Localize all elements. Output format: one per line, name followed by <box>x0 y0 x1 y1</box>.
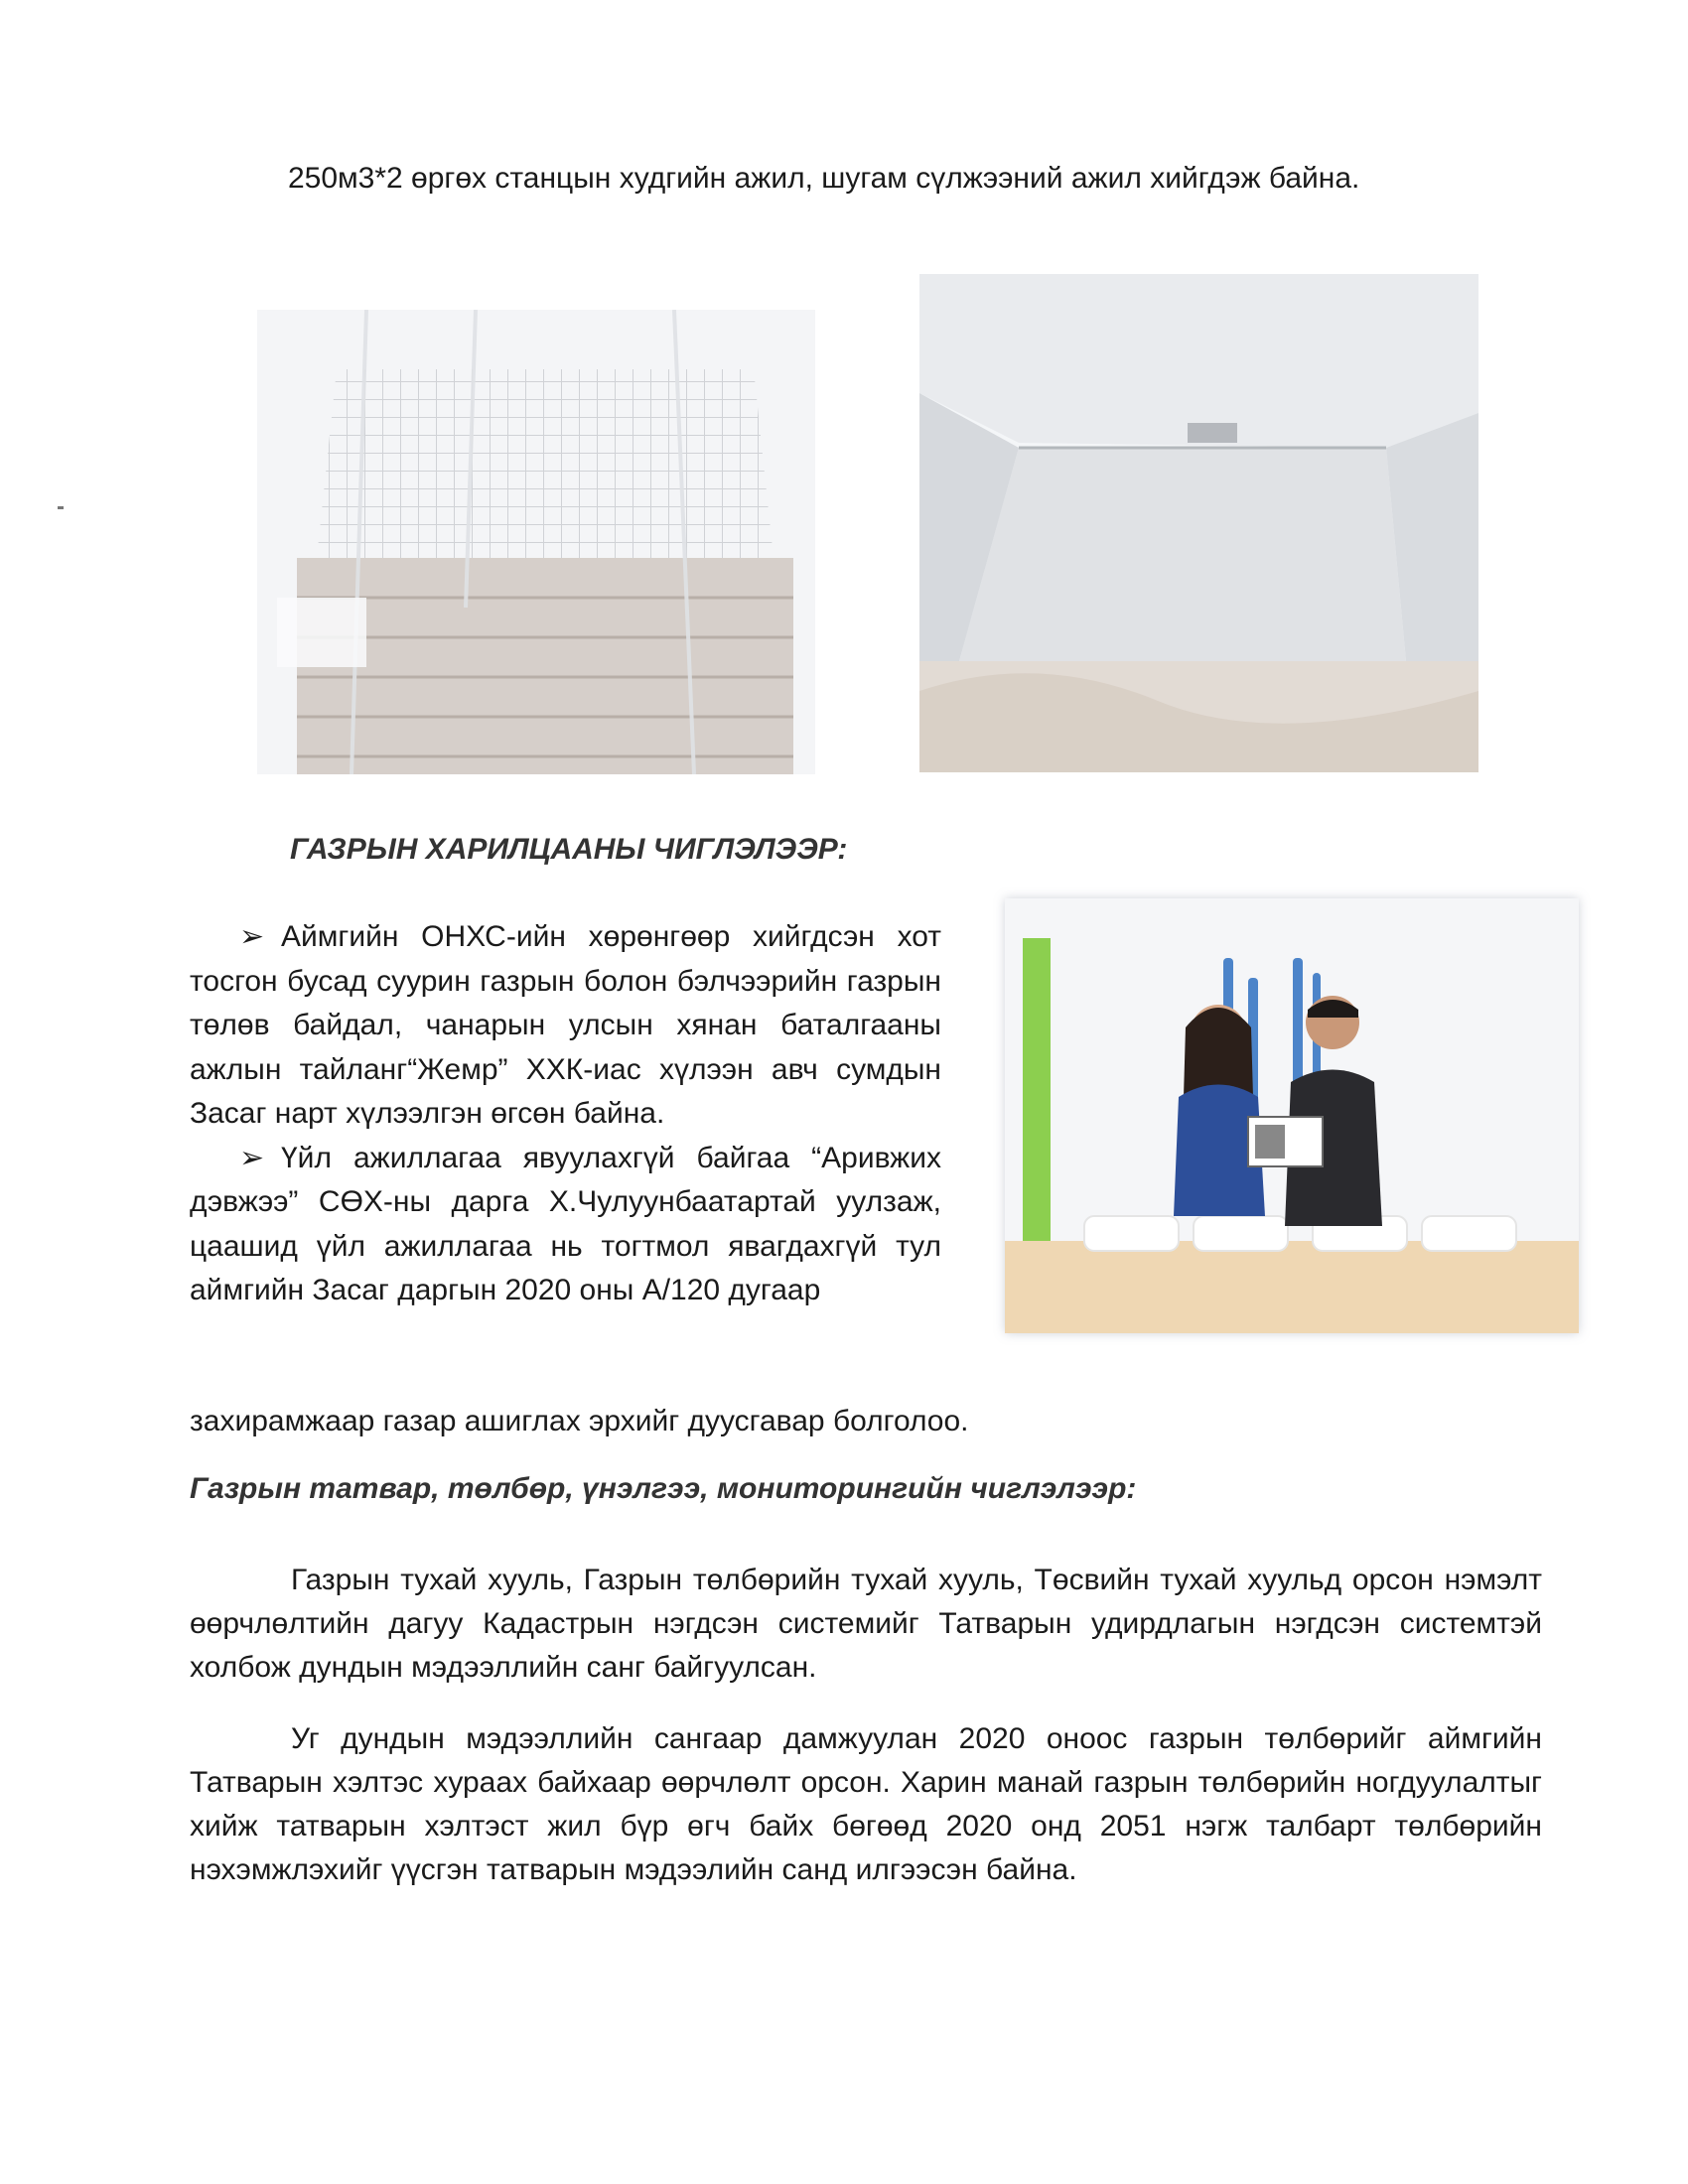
land-relations-text <box>190 915 941 1313</box>
meeting-handover-image <box>1005 898 1579 1333</box>
concrete-tank-photo <box>919 274 1478 772</box>
arrow-bullet-icon: ➢ <box>239 1141 265 1174</box>
land-tax-heading: Газрын татвар, төлбөр, үнэлгээ, мониторингийн чиглэлээр: <box>190 1472 1137 1505</box>
list-item-text: Аймгийн ОНХС-ийн хөрөнгөөр хийгдсэн хот тосгон бусад суурин газрын болон бэлчээрийн газрын төлөв байдал, чанарын улсын хянан баталгааны ажлын тайланг“Жемр” ХХК-иас хүлээн авч сумдын Засаг нарт хүлээлгэн өгсөн байна. <box>190 920 941 1130</box>
construction-rebar-image <box>257 310 815 774</box>
list-item-continuation: захирамжаар газар ашиглах эрхийг дуусгавар болголоо. <box>190 1405 969 1437</box>
land-relations-heading: ГАЗРЫН ХАРИЛЦААНЫ ЧИГЛЭЛЭЭР: <box>290 833 848 866</box>
scan-speck <box>58 506 64 509</box>
arrow-bullet-icon: ➢ <box>239 920 265 953</box>
list-item <box>190 1137 941 1313</box>
paragraph-text: Газрын тухай хууль, Газрын төлбөрийн тухай хууль, Төсвийн тухай хуульд орсон нэмэлт өөрчлөлтийн дагуу Кадастрын нэгдсэн системийг Татварын удирдлагын нэгдсэн системтэй холбож дундын мэдээллийн санг байгуулсан. <box>190 1564 1542 1684</box>
concrete-tank-image <box>919 274 1478 772</box>
intro-text: 250м3*2 өргөх станцын худгийн ажил, шугам сүлжээний ажил хийгдэж байна. <box>288 162 1360 195</box>
paragraph <box>190 1717 1542 1892</box>
paragraph <box>190 1559 1542 1690</box>
construction-rebar-photo <box>257 310 815 774</box>
meeting-handover-photo <box>1005 898 1579 1333</box>
list-item-text: Үйл ажиллагаа явуулахгүй байгаа “Аривжих дэвжээ” СӨХ-ны дарга Х.Чулуунбаатартай уулзаж, цаашид үйл ажиллагаа нь тогтмол явагдахгүй тул аймгийн Засаг даргын 2020 оны А/120 дугаар <box>190 1141 941 1306</box>
paragraph-text: Уг дундын мэдээллийн сангаар дамжуулан 2020 оноос газрын төлбөрийг аймгийн Татварын хэлтэс хураах байхаар өөрчлөлт орсон. Харин манай газрын төлбөрийн ногдуулалтыг хийж татварын хэлтэст жил бүр өгч байх бөгөөд 2020 онд 2051 нэгж талбарт төлбөрийн нэхэмжлэхийг үүсгэн татварын мэдээлийн санд илгээсэн байна. <box>190 1722 1542 1886</box>
list-item <box>190 915 941 1137</box>
